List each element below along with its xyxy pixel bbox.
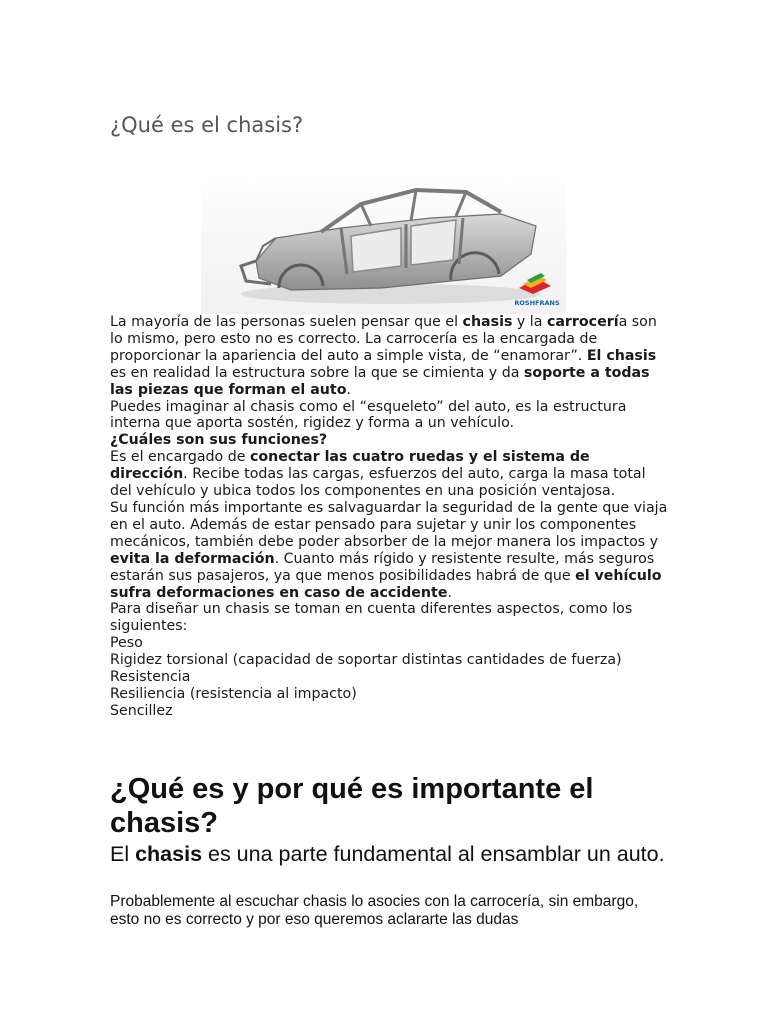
document-title: ¿Qué es el chasis?: [110, 113, 304, 137]
paragraph-2: Puedes imaginar al chasis como el “esqueleto” del auto, es la estructura interna que aporta sostén, rigidez y forma a un vehículo.: [110, 398, 627, 432]
paragraph-5: Para diseñar un chasis se toman en cuenta diferentes aspectos, como los siguientes:: [110, 601, 633, 635]
logo-text: ROSHFRANS: [514, 299, 560, 307]
paragraph-4: Su función más importante es salvaguardar la seguridad de la gente que viaja en el auto. Además de estar pensado para sujetar y unir los componentes mecánicos, también debe poder absorber de la mejor manera los impactos y evita la deformación. Cuanto más rígido y resistente resulte, más seguros estarán sus pasajeros, ya que menos posibilidades habrá de que el vehículo sufra deformaciones en caso de accidente.: [110, 499, 668, 601]
car-body-frame-image: [201, 166, 566, 314]
aspect-item: Peso: [110, 635, 143, 652]
chassis-figure: [201, 166, 566, 314]
funciones-heading: ¿Cuáles son sus funciones?: [110, 432, 328, 449]
paragraph-3: Es el encargado de conectar las cuatro ruedas y el sistema de dirección. Recibe todas las cargas, esfuerzos del auto, carga la masa total del vehículo y ubica todos los componentes en una posición ventajosa.: [110, 449, 646, 500]
aspect-item: Sencillez: [110, 702, 173, 719]
body-text: [110, 314, 670, 720]
aspect-item: Resiliencia (resistencia al impacto): [110, 685, 357, 702]
closing-paragraph: Probablemente al escuchar chasis lo asocies con la carrocería, sin embargo, esto no es correcto y por eso queremos aclararte las dudas: [110, 893, 639, 928]
aspect-item: Resistencia: [110, 669, 191, 686]
section-heading: ¿Qué es y por qué es importante el chasis?: [110, 773, 594, 839]
aspect-item: Rigidez torsional (capacidad de soportar distintas cantidades de fuerza): [110, 652, 622, 669]
paragraph-1: La mayoría de las personas suelen pensar que el chasis y la carrocería son lo mismo, pero esto no es correcto. La carrocería es la encargada de proporcionar la apariencia del auto a simple vista, de “enamorar”. El chasis es en realidad la estructura sobre la que se cimienta y da soporte a todas las piezas que forman el auto.: [110, 314, 657, 398]
lead-paragraph: El chasis es una parte fundamental al ensamblar un auto.: [110, 842, 665, 866]
